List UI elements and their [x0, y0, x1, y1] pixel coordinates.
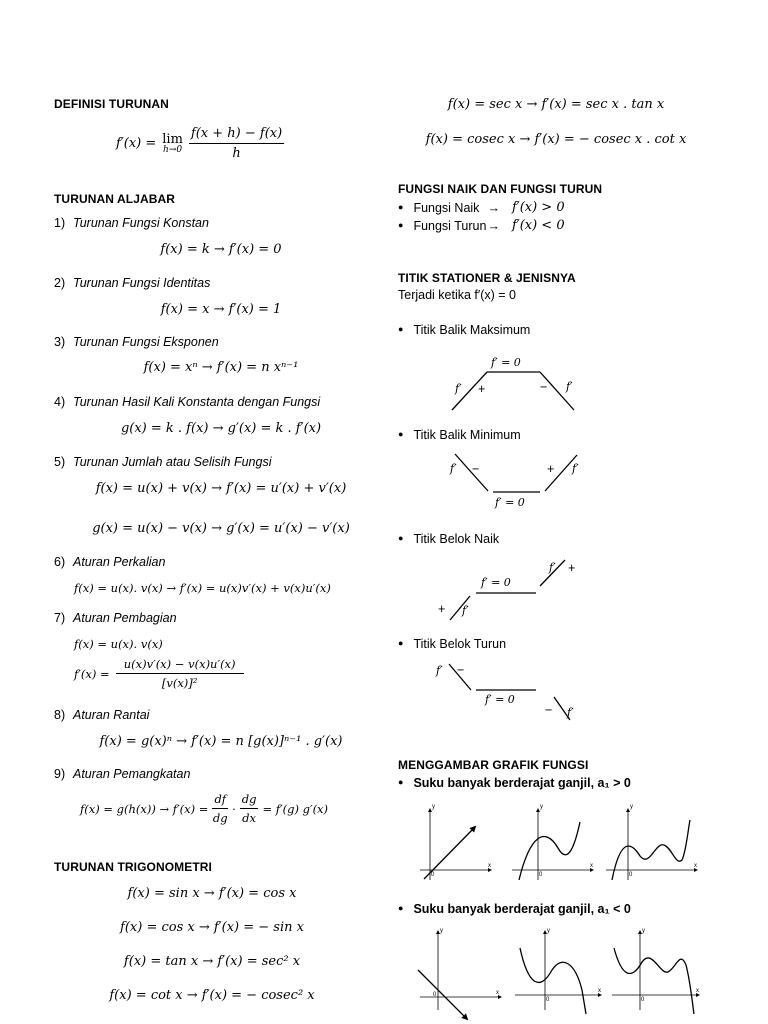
axis-label-y: y — [547, 928, 550, 934]
item-number: 2) — [54, 276, 66, 290]
quotient-denominator: [v(x)]² — [161, 676, 198, 690]
item-title: Aturan Rantai — [73, 708, 150, 722]
formula: f(x) = k → f′(x) = 0 — [160, 242, 282, 257]
label-plus: + — [478, 382, 486, 396]
bullet: ● — [398, 777, 404, 787]
item-number: 6) — [54, 555, 66, 569]
label-fprime-zero: f′ = 0 — [485, 693, 515, 706]
axis-label-origin: 0 — [641, 997, 645, 1003]
label-fprime-zero: f′ = 0 — [481, 576, 511, 589]
item-number: 9) — [54, 767, 66, 781]
axis-label-origin: 0 — [539, 872, 543, 878]
graph-positive-cubic — [512, 810, 592, 880]
formula: g(x) = k . f(x) → g′(x) = k . f′(x) — [120, 421, 322, 436]
label-fprime: f′ — [450, 462, 457, 475]
item-number: 8) — [54, 708, 66, 722]
heading-menggambar-grafik: MENGGAMBAR GRAFIK FUNGSI — [398, 758, 589, 772]
bullet: ● — [398, 324, 404, 334]
label-plus: + — [547, 462, 555, 476]
numerator: df — [212, 792, 228, 809]
condition: f′(x) < 0 — [511, 218, 565, 233]
curve — [418, 970, 466, 1018]
label: Titik Belok Naik — [413, 532, 500, 546]
bullet: ● — [398, 429, 404, 439]
axis-label-x: x — [696, 988, 699, 994]
trig-formula-sec: f(x) = sec x → f′(x) = sec x . tan x — [447, 97, 665, 112]
label: Suku banyak berderajat ganjil, a₁ > 0 — [413, 776, 631, 790]
axis-label-origin: 0 — [433, 992, 437, 998]
axis-label-x: x — [694, 863, 697, 869]
label-minus: − — [457, 663, 465, 677]
axis-label-y: y — [440, 928, 443, 934]
label-fprime-zero: f′ = 0 — [491, 356, 521, 369]
item-title: Aturan Pembagian — [73, 611, 177, 625]
denominator: dg — [212, 811, 228, 825]
formula: f(x) = x → f′(x) = 1 — [160, 302, 282, 317]
curve — [614, 948, 694, 1014]
bullet: ● — [398, 533, 404, 543]
bullet: ● — [398, 201, 404, 212]
bullet: ● — [398, 903, 404, 913]
label: Titik Belok Turun — [413, 637, 507, 651]
formula: f(x) = g(x)ⁿ → f′(x) = n [g(x)]ⁿ⁻¹ . g′(x) — [99, 734, 343, 749]
graph-positive-quintic — [606, 810, 696, 880]
item-title: Turunan Fungsi Identitas — [73, 276, 211, 290]
axis-label-x: x — [590, 863, 593, 869]
heading-fungsi-naik-turun: FUNGSI NAIK DAN FUNGSI TURUN — [398, 182, 603, 196]
axis-label-y: y — [540, 804, 543, 810]
label-fprime: f′ — [436, 664, 443, 677]
axis-label-y: y — [432, 804, 435, 810]
arrow: → — [487, 218, 500, 233]
heading-turunan-trigonometri: TURUNAN TRIGONOMETRI — [54, 860, 212, 874]
bullet: ● — [398, 638, 404, 648]
axis-label-origin: 0 — [629, 872, 633, 878]
graph-negative-cubic — [515, 932, 600, 1010]
label-minus: − — [540, 380, 548, 394]
definition-lim: lim — [162, 132, 183, 147]
definition-denominator: h — [232, 146, 241, 161]
quotient-numerator: u(x)v′(x) − v(x)u′(x) — [116, 657, 244, 674]
definition-numerator: f(x + h) − f(x) — [189, 126, 284, 144]
formula: f(x) = u(x). v(x) — [74, 637, 163, 651]
label-fprime: f′ — [549, 561, 556, 574]
item-number: 3) — [54, 335, 66, 349]
label-fprime: f′ — [572, 462, 579, 475]
item-title: Turunan Hasil Kali Konstanta dengan Fungsi — [73, 395, 321, 409]
axis-label-y: y — [630, 804, 633, 810]
definition-lhs: f′(x) = — [116, 136, 157, 151]
axis-label-x: x — [598, 988, 601, 994]
label: Titik Balik Maksimum — [413, 323, 531, 337]
label: Suku banyak berderajat ganjil, a₁ < 0 — [413, 902, 631, 916]
bullet: ● — [398, 219, 404, 230]
label-minus: − — [545, 703, 553, 717]
trig-formula-sin: f(x) = sin x → f′(x) = cos x — [127, 886, 297, 901]
stationary-condition: Terjadi ketika f′(x) = 0 — [398, 288, 517, 302]
curve — [520, 948, 586, 1014]
definition-lim-sub: h→0 — [163, 145, 183, 155]
trig-formula-cot: f(x) = cot x → f′(x) = − cosec² x — [109, 988, 315, 1003]
label: Fungsi Turun — [413, 218, 487, 233]
power-rhs: = f′(g) g′(x) — [262, 801, 329, 816]
item-title: Aturan Pemangkatan — [73, 767, 191, 781]
list-item-ganjil-negatif — [398, 902, 631, 916]
axis-label-x: x — [488, 863, 491, 869]
formula: f(x) = u(x). v(x) → f′(x) = u(x)v′(x) + v(x)u′(x) — [74, 581, 331, 595]
label-fprime: f′ — [462, 604, 469, 617]
item-title: Turunan Fungsi Konstan — [73, 216, 209, 230]
label-fprime: f′ — [567, 706, 574, 719]
curve — [612, 820, 690, 880]
graph-positive-linear — [420, 810, 490, 880]
condition: f′(x) > 0 — [511, 200, 565, 215]
heading-titik-stasioner: TITIK STATIONER & JENISNYA — [398, 271, 576, 285]
graph-negative-linear — [420, 932, 500, 1010]
label-fprime: f′ — [455, 382, 462, 395]
formula: f(x) = xⁿ → f′(x) = n xⁿ⁻¹ — [143, 360, 299, 375]
dot: · — [232, 801, 236, 816]
item-number: 1) — [54, 216, 66, 230]
label: Titik Balik Minimum — [413, 428, 521, 442]
label-fprime-zero: f′ = 0 — [495, 496, 525, 509]
arrow: → — [487, 200, 500, 215]
trig-formula-tan: f(x) = tan x → f′(x) = sec² x — [123, 954, 301, 969]
denominator: dx — [242, 811, 257, 825]
heading-turunan-aljabar: TURUNAN ALJABAR — [54, 192, 176, 206]
trig-formula-cos: f(x) = cos x → f′(x) = − sin x — [120, 920, 304, 935]
axis-label-origin: 0 — [431, 872, 435, 878]
axis-label-x: x — [496, 990, 499, 996]
label: Fungsi Naik — [413, 200, 480, 215]
formula: g(x) = u(x) − v(x) → g′(x) = u′(x) − v′(x) — [92, 521, 350, 536]
heading-definisi-turunan: DEFINISI TURUNAN — [54, 97, 169, 111]
trig-formula-cosec: f(x) = cosec x → f′(x) = − cosec x . cot x — [425, 132, 687, 147]
axis-label-origin: 0 — [546, 997, 550, 1003]
item-title: Turunan Jumlah atau Selisih Fungsi — [73, 455, 272, 469]
label-fprime: f′ — [566, 380, 573, 393]
item-title: Aturan Perkalian — [73, 555, 166, 569]
item-number: 4) — [54, 395, 66, 409]
label-minus: − — [472, 462, 480, 476]
curve — [519, 822, 580, 880]
label-plus: + — [438, 602, 446, 616]
quotient-lhs: f′(x) = — [74, 666, 110, 681]
numerator: dg — [240, 792, 259, 809]
power-lhs: f(x) = g(h(x)) → f′(x) = — [80, 801, 209, 816]
axis-label-y: y — [642, 928, 645, 934]
item-title: Turunan Fungsi Eksponen — [73, 335, 219, 349]
item-number: 7) — [54, 611, 66, 625]
label-plus: + — [568, 561, 576, 575]
formula: f(x) = u(x) + v(x) → f′(x) = u′(x) + v′(x) — [95, 481, 347, 496]
item-number: 5) — [54, 455, 66, 469]
